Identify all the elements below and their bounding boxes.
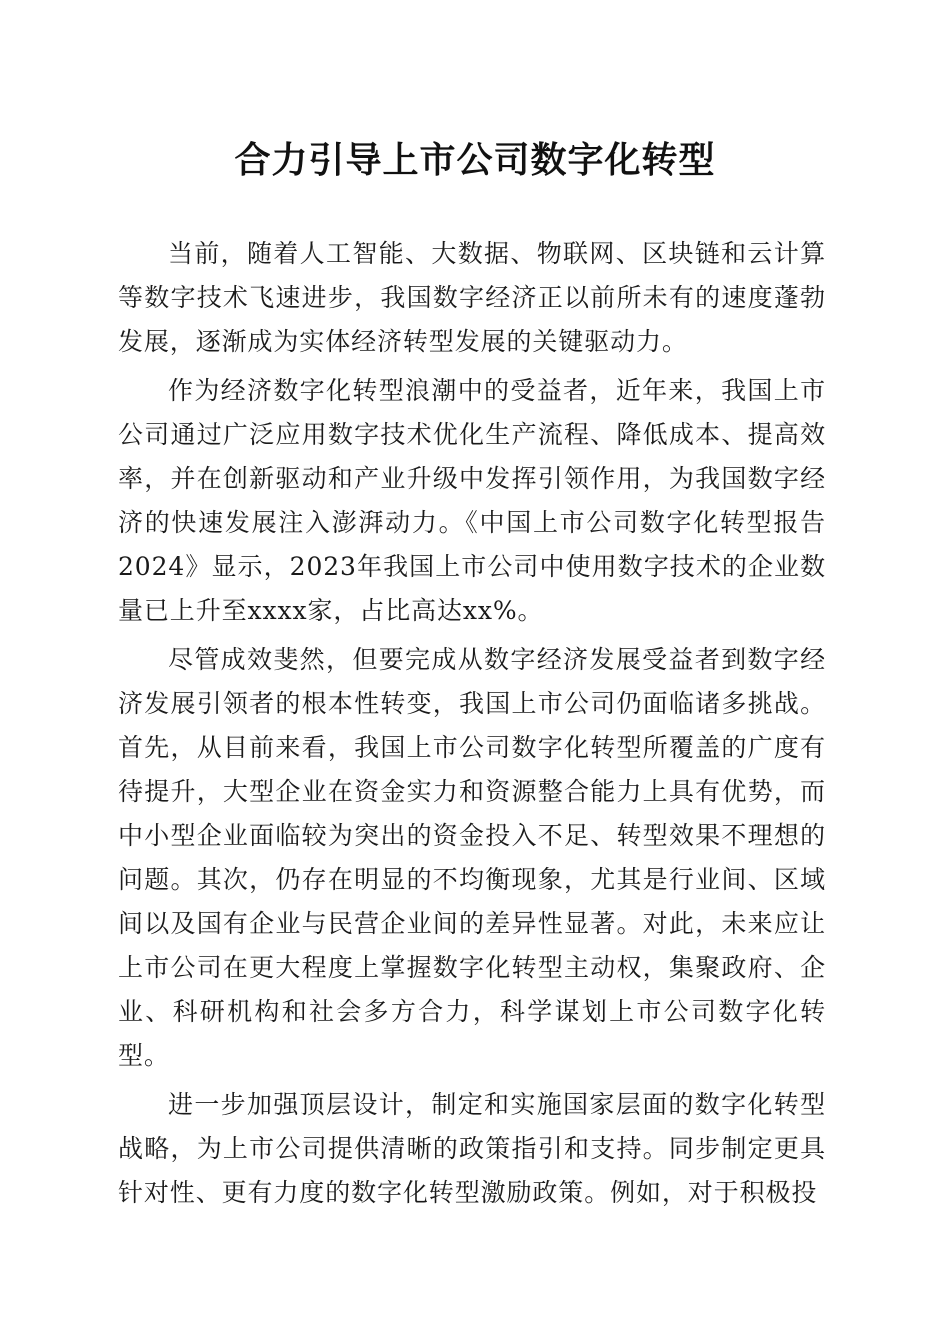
paragraph: 尽管成效斐然，但要完成从数字经济发展受益者到数字经济发展引领者的根本性转变，我国上市公司仍面临诸多挑战。首先，从目前来看，我国上市公司数字化转型所覆盖的广度有待提升，大型企业在资金实力和资源整合能力上具有优势，而中小型企业面临较为突出的资金投入不足、转型效果不理想的问题。其次，仍存在明显的不均衡现象，尤其是行业间、区域间以及国有企业与民营企业间的差异性显著。对此，未来应让上市公司在更大程度上掌握数字化转型主动权，集聚政府、企业、科研机构和社会多方合力，科学谋划上市公司数字化转型。	[118, 645, 826, 1070]
document-title: 合力引导上市公司数字化转型	[234, 139, 716, 181]
document-body	[118, 232, 826, 1220]
paragraph: 当前，随着人工智能、大数据、物联网、区块链和云计算等数字技术飞速进步，我国数字经济正以前所未有的速度蓬勃发展，逐渐成为实体经济转型发展的关键驱动力。	[118, 239, 826, 356]
paragraph: 作为经济数字化转型浪潮中的受益者，近年来，我国上市公司通过广泛应用数字技术优化生产流程、降低成本、提高效率，并在创新驱动和产业升级中发挥引领作用，为我国数字经济的快速发展注入澎湃动力。《中国上市公司数字化转型报告2024》显示，2023年我国上市公司中使用数字技术的企业数量已上升至xxxx家，占比高达xx%。	[118, 376, 826, 625]
paragraph: 进一步加强顶层设计，制定和实施国家层面的数字化转型战略，为上市公司提供清晰的政策指引和支持。同步制定更具针对性、更有力度的数字化转型激励政策。例如，对于积极投	[118, 1090, 826, 1207]
